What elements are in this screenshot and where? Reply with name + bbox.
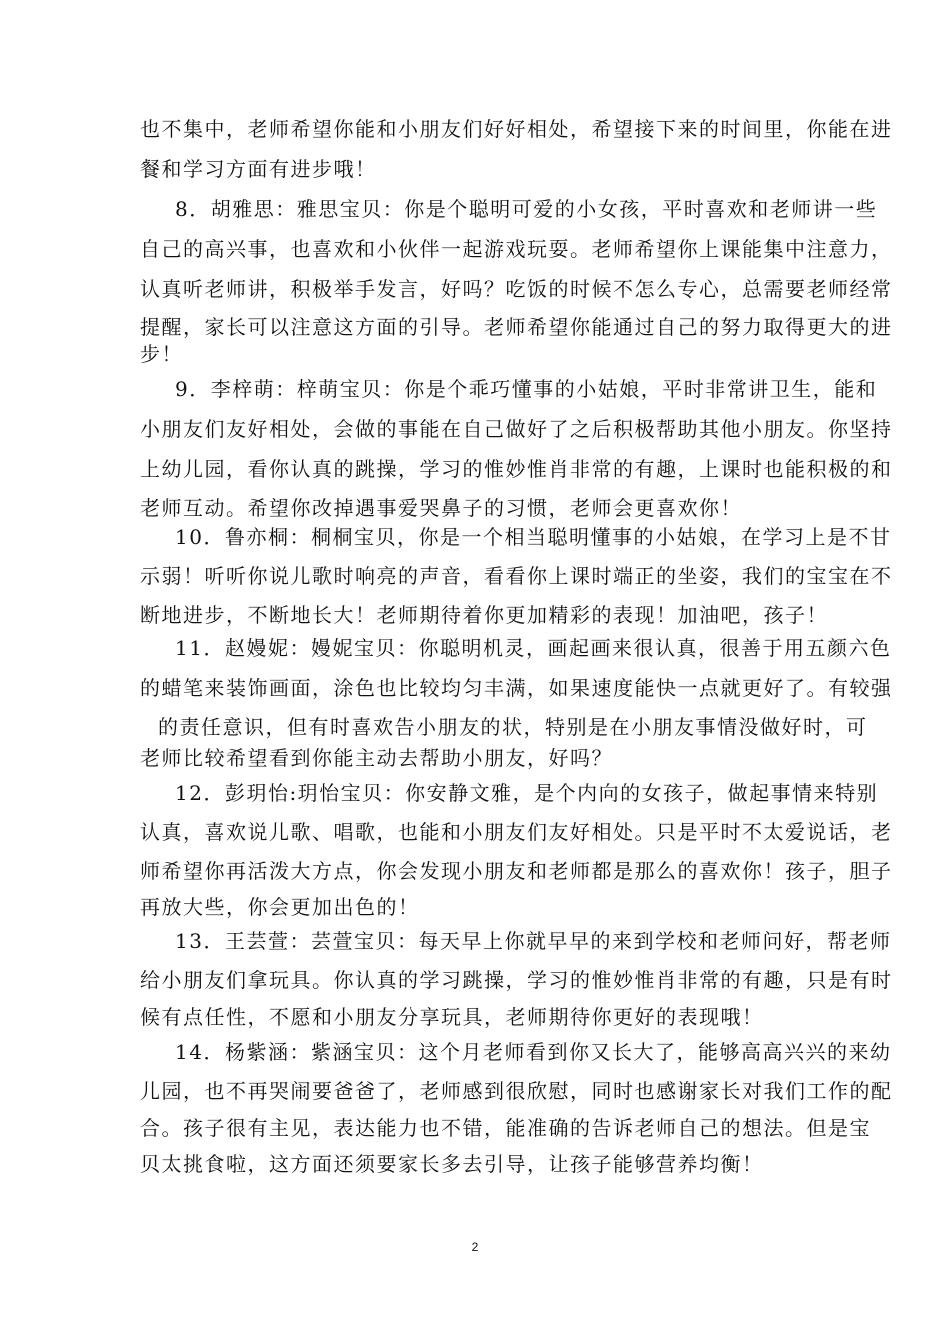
- paragraph-start-line: 8．胡雅思：雅思宝贝：你是个聪明可爱的小女孩，平时喜欢和老师讲一些: [175, 197, 878, 221]
- paragraph-start-line: 11．赵嫚妮：嫚妮宝贝：你聪明机灵，画起画来很认真，很善于用五颜六色: [175, 636, 892, 660]
- text-line: 儿园，也不再哭闹要爸爸了，老师感到很欣慰，同时也感谢家长对我们工作的配: [140, 1079, 893, 1103]
- text-line: 上幼儿园，看你认真的跳操，学习的惟妙惟肖非常的有趣，上课时也能积极的和: [140, 457, 893, 481]
- text-line: 认真听老师讲，积极举手发言，好吗？吃饭的时候不怎么专心，总需要老师经常: [140, 277, 893, 301]
- text-line: 自己的高兴事，也喜欢和小伙伴一起游戏玩耍。老师希望你上课能集中注意力，: [140, 237, 893, 261]
- text-line: 提醒，家长可以注意这方面的引导。老师希望你能通过自己的努力取得更大的进: [140, 315, 893, 339]
- text-line: 给小朋友们拿玩具。你认真的学习跳操，学习的惟妙惟肖非常的有趣，只是有时: [140, 968, 893, 992]
- paragraph-start-line: 10．鲁亦桐：桐桐宝贝，你是一个相当聪明懂事的小姑娘，在学习上是不甘: [175, 525, 892, 549]
- text-line: 的责任意识，但有时喜欢告小朋友的状，特别是在小朋友事情没做好时，可: [158, 715, 868, 739]
- text-line: 候有点任性，不愿和小朋友分享玩具，老师期待你更好的表现哦！: [140, 1005, 764, 1029]
- paragraph-start-line: 12．彭玥怡:玥怡宝贝：你安静文雅，是个内向的女孩子，做起事情来特别: [175, 781, 879, 805]
- page-number: 2: [471, 1240, 479, 1254]
- paragraph-start-line: 14．杨紫涵：紫涵宝贝：这个月老师看到你又长大了，能够高高兴兴的来幼: [175, 1040, 892, 1064]
- text-line: 老师比较希望看到你能主动去帮助小朋友，好吗？: [140, 746, 613, 770]
- text-line: 老师互动。希望你改掉遇事爱哭鼻子的习惯，老师会更喜欢你！: [140, 496, 742, 520]
- text-line: 步！: [140, 342, 183, 366]
- text-line: 示弱！听听你说儿歌时响亮的声音，看看你上课时端正的坐姿，我们的宝宝在不: [140, 564, 893, 588]
- text-line: 断地进步，不断地长大！老师期待着你更加精彩的表现！加油吧，孩子！: [140, 603, 828, 627]
- text-line: 合。孩子很有主见，表达能力也不错，能准确的告诉老师自己的想法。但是宝: [140, 1116, 871, 1140]
- text-line: 认真，喜欢说儿歌、唱歌，也能和小朋友们友好相处。只是平时不太爱说话，老: [140, 820, 893, 844]
- text-line: 贝太挑食啦，这方面还须要家长多去引导，让孩子能够营养均衡！: [140, 1152, 764, 1176]
- text-line: 再放大些，你会更加出色的！: [140, 895, 420, 919]
- text-line: 小朋友们友好相处，会做的事能在自己做好了之后积极帮助其他小朋友。你坚持: [140, 417, 893, 441]
- text-line: 也不集中，老师希望你能和小朋友们好好相处，希望接下来的时间里，你能在进: [140, 117, 893, 141]
- paragraph-start-line: 9．李梓萌：梓萌宝贝：你是个乖巧懂事的小姑娘，平时非常讲卫生，能和: [175, 377, 878, 401]
- text-line: 的蜡笔来装饰画面，涂色也比较均匀丰满，如果速度能快一点就更好了。有较强: [140, 676, 893, 700]
- paragraph-start-line: 13．王芸萱：芸萱宝贝：每天早上你就早早的来到学校和老师问好，帮老师: [175, 929, 892, 953]
- text-line: 师希望你再活泼大方点，你会发现小朋友和老师都是那么的喜欢你！孩子，胆子: [140, 859, 893, 883]
- text-line: 餐和学习方面有进步哦！: [140, 157, 377, 181]
